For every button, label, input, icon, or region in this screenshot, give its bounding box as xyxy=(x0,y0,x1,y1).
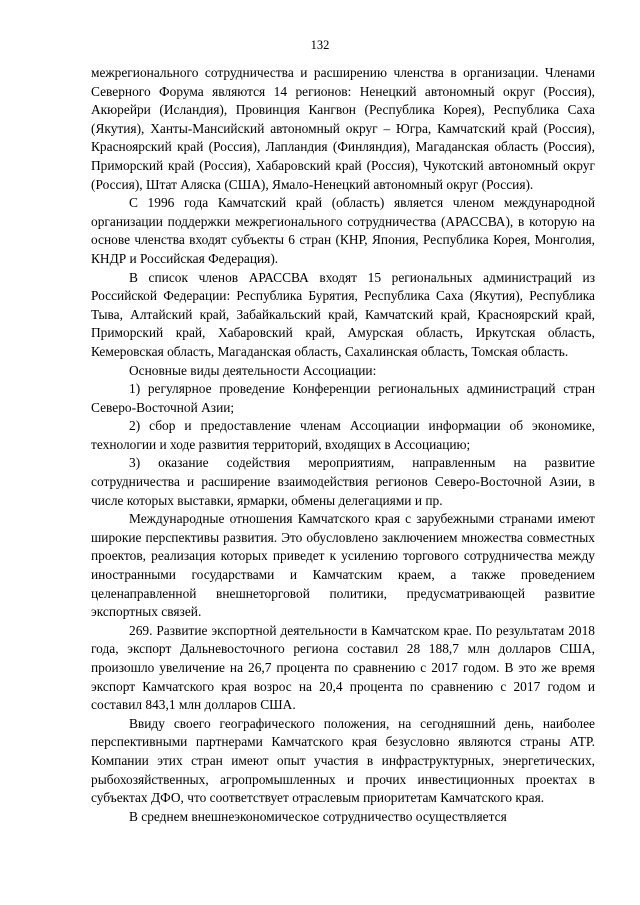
page-number: 132 xyxy=(310,38,330,52)
paragraph-arassva-russian-members: В список членов АРАССВА входят 15 региональных администраций из Российской Федерации: Республика Бурятия, Республика Саха (Якутия), Республика Тыва, Алтайский край, Забайкальский край, Камчатский край, Красноярский край, Приморский край, Хабаровский край, Амурская область, Иркутская область, Кемеровская область, Магаданская область, Сахалинская область, Томская область. xyxy=(91,269,595,359)
paragraph-foreign-economic: В среднем внешнеэкономическое сотрудничество осуществляется xyxy=(129,808,507,824)
list-item-conference: 1) регулярное проведение Конференции региональных администраций стран Северо-Восточной Азии; xyxy=(91,381,595,415)
paragraph-arassva-membership: С 1996 года Камчатский край (область) является членом международной организации поддержки межрегионального сотрудничества (АРАССВА), в которую на основе членства входят субъекты 6 стран (КНР, Япония, Республика Корея, Монголия, КНДР и Российская Федерация). xyxy=(91,195,595,266)
list-item-cooperation: 3) оказание содействия мероприятиям, направленным на развитие сотрудничества и расширение взаимодействия регионов Северо-Восточной Азии, в числе которых выставки, ярмарки, обмены делегациями и пр. xyxy=(91,455,595,508)
page-body xyxy=(91,64,595,826)
paragraph-export-development: 269. Развитие экспортной деятельности в Камчатском крае. По результатам 2018 года, экспорт Дальневосточного региона составил 28 188,7 млн долларов США, произошло увеличение на 26,7 процента по сравнению с 2017 годом. В это же время экспорт Камчатского края возрос на 20,4 процента по сравнению с 2017 годом и составил 843,1 млн долларов США. xyxy=(91,622,595,713)
paragraph-apr-partners: Ввиду своего географического положения, на сегодняшний день, наиболее перспективными партнерами Камчатского края безусловно являются страны АТР. Компании этих стран имеют опыт участия в инфраструктурных, энергетических, рыбохозяйственных, агропромышленных и прочих инвестиционных проектах в субъектах ДФО, что соответствует отраслевым приоритетам Камчатского края. xyxy=(91,715,595,806)
paragraph-activities-heading: Основные виды деятельности Ассоциации: xyxy=(129,362,377,378)
list-item-information: 2) сбор и предоставление членам Ассоциации информации об экономике, технологии и ходе развития территорий, входящих в Ассоциацию; xyxy=(91,418,595,452)
paragraph-northern-forum-members: межрегионального сотрудничества и расширению членства в организации. Членами Северного Форума являются 14 регионов: Ненецкий автономный округ (Россия), Акюрейри (Исландия), Провинция Кангвон (Республика Корея), Республика Саха (Якутия), Ханты-Мансийский автономный округ – Югра, Камчатский край (Россия), Красноярский край (Россия), Лапландия (Финляндия), Магаданская область (Россия), Приморский край (Россия), Хабаровский край (Россия), Чукотский автономный округ (Россия), Штат Аляска (США), Ямало-Ненецкий автономный округ (Россия). xyxy=(91,65,595,192)
paragraph-international-relations: Международные отношения Камчатского края с зарубежными странами имеют широкие перспективы развития. Это обусловлено заключением множества совместных проектов, реализация которых приведет к усилению торгового сотрудничества между иностранными государствами и Камчатским краем, а также проведением целенаправленной внешнеторговой политики, предусматривающей развитие экспортных связей. xyxy=(91,511,595,620)
